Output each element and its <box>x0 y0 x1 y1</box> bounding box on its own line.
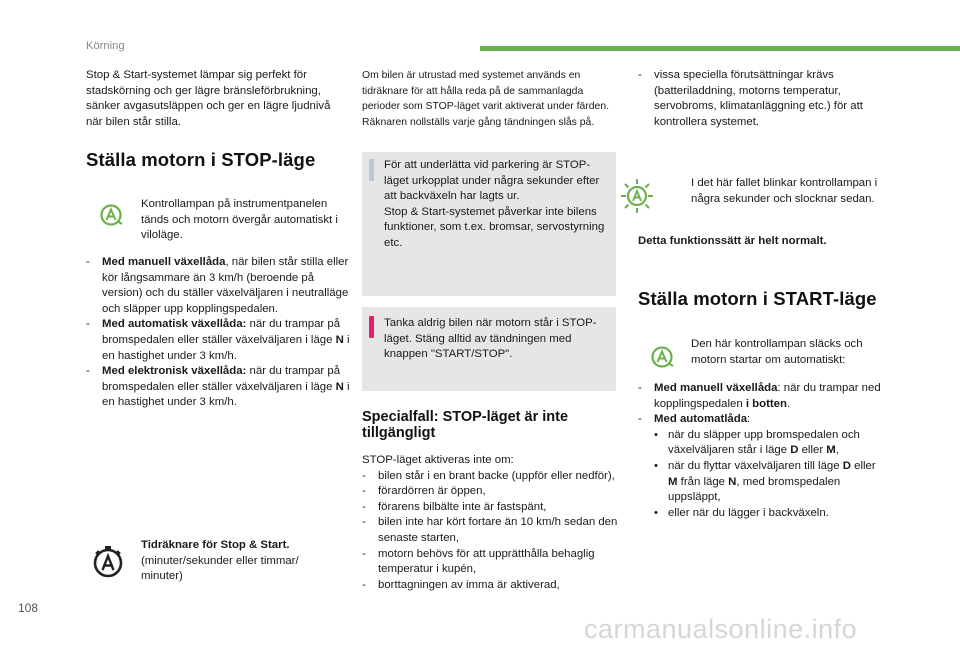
bullet-item: • när du släpper upp bromspedalen och växelväljaren står i läge D eller M, <box>654 428 860 457</box>
item-bold: Med elektronisk växellåda: <box>102 365 247 378</box>
special-heading: Specialfall: STOP-läget är inte tillgängligt <box>362 409 569 441</box>
list-item: - Med automatlåda: <box>638 413 751 426</box>
info-marker <box>369 159 374 181</box>
special-list <box>362 453 618 593</box>
page-number: 108 <box>18 601 39 615</box>
list-item: - Med automatisk växellåda: när du trampar på bromspedalen eller ställer växelväljaren i läge N i en hastighet under 3 km/h. <box>86 318 350 362</box>
watermark: carmanualsonline.info <box>584 614 858 644</box>
stop-lamp-text: Kontrollampan på instrumentpanelen tänds och motorn övergår automatiskt i viloläge. <box>141 198 338 242</box>
list-item: - vissa speciella förutsättningar krävs (batteriladdning, motorns temperatur, servobroms, klimatanläggning etc.) för att kontrollera systemet. <box>638 69 863 128</box>
counter-title: Tidräknare för Stop & Start. <box>141 539 290 551</box>
auto-stop-lamp-icon <box>97 203 125 227</box>
info-text: För att underlätta vid parkering är STOP-läget urkopplat under några sekunder efter att backväxeln har lagts ur. <box>384 159 600 203</box>
normal-note: Detta funktionssätt är helt normalt. <box>638 235 827 247</box>
list-item: - Med manuell växellåda, när bilen står stilla eller kör långsammare än 3 km/h (beroende på version) och du ställer växelväljaren i neutralläge och släpper upp kopplingspedalen. <box>86 256 349 315</box>
stop-start-counter-icon <box>90 544 126 580</box>
item-bold: Med automatisk växellåda: <box>102 318 247 331</box>
start-lamp-text: Den här kontrollampan släcks och motorn startar om automatiskt: <box>691 338 863 366</box>
section-title: Körning <box>86 40 125 52</box>
list-item: - förardörren är öppen, <box>362 485 486 498</box>
intro-text: Stop & Start-systemet lämpar sig perfekt för stadskörning och ger lägre bränsleförbrukning, sänker avgasutsläppen och ger en lägre ljudnivå när bilen står stilla. <box>86 69 331 128</box>
start-conditions-list <box>638 381 888 521</box>
info-box <box>362 152 616 296</box>
special-intro: STOP-läget aktiveras inte om: <box>362 454 514 466</box>
bullet-item: • när du flyttar växelväljaren till läge D eller M från läge N, med bromspedalen uppsläppt, <box>654 459 876 504</box>
list-item: - Med manuell växellåda: när du trampar ned kopplingspedalen i botten. <box>638 382 881 410</box>
list-item: - förarens bilbälte inte är fastspänt, <box>362 500 547 513</box>
warning-box <box>362 307 616 391</box>
blinking-lamp-icon <box>619 176 655 216</box>
blink-text: I det här fallet blinkar kontrollampan i några sekunder och slocknar sedan. <box>691 177 878 205</box>
info-text-2: Stop & Start-systemet påverkar inte bilens funktioner, som t.ex. bromsar, servostyrning etc. <box>384 205 605 249</box>
warning-marker <box>369 316 374 338</box>
list-item: - Med elektronisk växellåda: när du trampar på bromspedalen eller ställer växelväljaren i läge N i en hastighet under 3 km/h. <box>86 365 350 409</box>
warning-text: Tanka aldrig bilen när motorn står i STOP-läget. Stäng alltid av tändningen med knappen "START/STOP". <box>384 317 597 361</box>
bullet-item: • eller när du lägger i backväxeln. <box>654 506 829 519</box>
auto-stop-lamp-icon <box>648 345 676 369</box>
list-item: - borttagningen av imma är aktiverad, <box>362 578 560 591</box>
counter-info: Om bilen är utrustad med systemet används en tidräknare för att hålla reda på de sammanlagda perioder som STOP-läget varit aktiverat under färden. Räknaren nollställs varje gång tändningen slås på. <box>362 70 609 128</box>
list-item: - bilen inte har kört fortare än 10 km/h sedan den senaste starten, <box>362 516 618 544</box>
list-item: - bilen står i en brant backe (uppför eller nedför), <box>362 469 615 482</box>
start-heading: Ställa motorn i START-läge <box>638 288 877 309</box>
section-accent-bar <box>480 46 960 51</box>
stop-conditions-list <box>86 255 350 411</box>
counter-subtitle: (minuter/sekunder eller timmar/ minuter) <box>141 554 299 583</box>
list-item: - motorn behövs för att upprätthålla behaglig temperatur i kupén, <box>362 547 595 576</box>
counter-description <box>141 538 331 585</box>
item-bold: Med manuell växellåda <box>102 256 226 268</box>
stop-heading: Ställa motorn i STOP-läge <box>86 149 316 170</box>
